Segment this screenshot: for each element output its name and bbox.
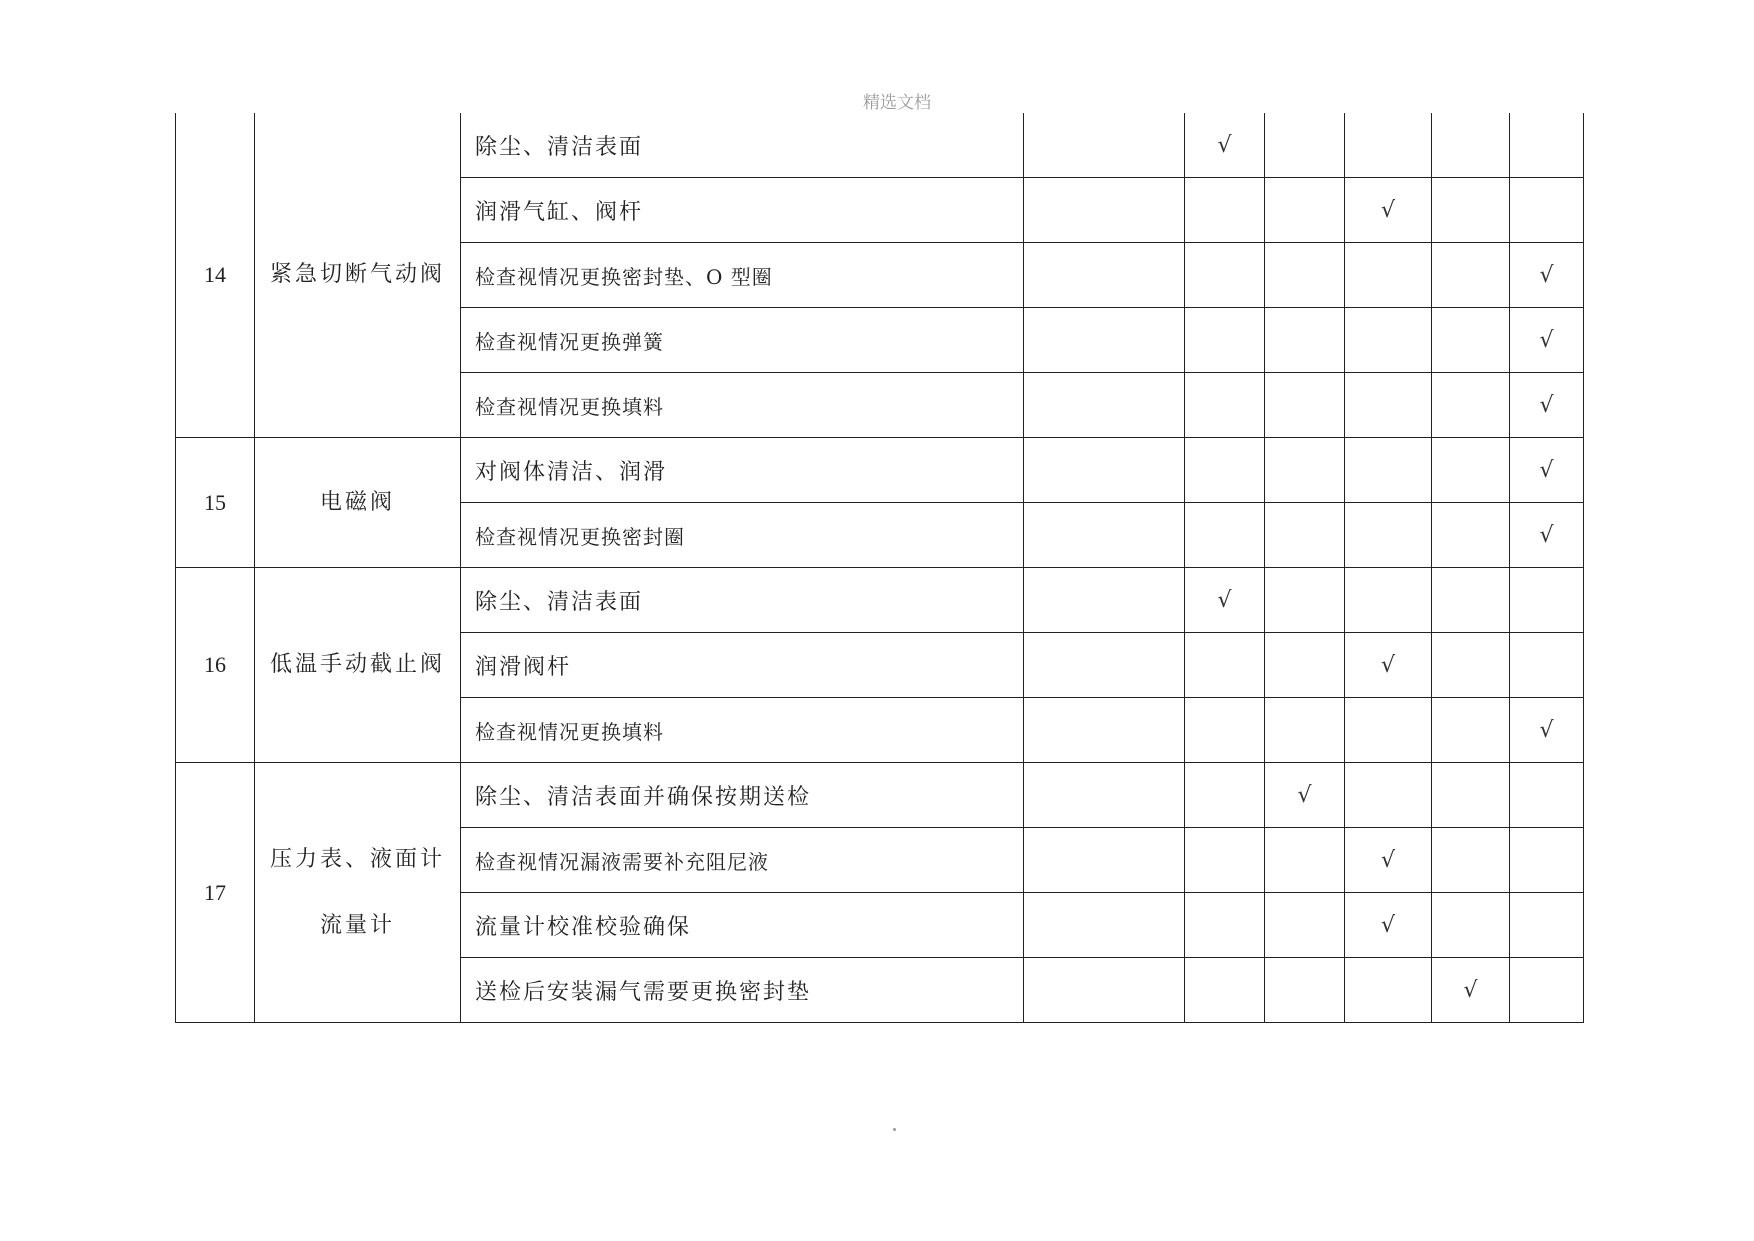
empty-cell xyxy=(1024,308,1185,373)
empty-cell xyxy=(1024,698,1185,763)
maintenance-item-cell: 送检后安装漏气需要更换密封垫 xyxy=(461,958,1024,1023)
empty-cell xyxy=(1432,373,1510,438)
check-mark-cell: √ xyxy=(1510,438,1584,503)
empty-cell xyxy=(1345,438,1432,503)
check-mark-cell: √ xyxy=(1345,893,1432,958)
check-mark-cell: √ xyxy=(1510,308,1584,373)
check-mark-cell: √ xyxy=(1510,243,1584,308)
check-mark-cell: √ xyxy=(1345,178,1432,243)
equipment-name-cell xyxy=(255,763,461,1023)
empty-cell xyxy=(1265,893,1345,958)
check-mark-cell: √ xyxy=(1510,503,1584,568)
empty-cell xyxy=(1265,503,1345,568)
maintenance-item-cell: 检查视情况更换填料 xyxy=(461,698,1024,763)
empty-cell xyxy=(1024,568,1185,633)
row-number-cell: 15 xyxy=(176,438,255,568)
page-header-watermark: 精选文档 xyxy=(863,93,931,113)
empty-cell xyxy=(1432,113,1510,178)
empty-cell xyxy=(1185,438,1265,503)
maintenance-item-cell: 检查视情况更换填料 xyxy=(461,373,1024,438)
empty-cell xyxy=(1510,568,1584,633)
maintenance-item-cell: 除尘、清洁表面并确保按期送检 xyxy=(461,763,1024,828)
empty-cell xyxy=(1510,178,1584,243)
empty-cell xyxy=(1024,828,1185,893)
empty-cell xyxy=(1265,828,1345,893)
empty-cell xyxy=(1345,568,1432,633)
empty-cell xyxy=(1432,568,1510,633)
empty-cell xyxy=(1024,503,1185,568)
empty-cell xyxy=(1345,308,1432,373)
empty-cell xyxy=(1024,373,1185,438)
empty-cell xyxy=(1432,438,1510,503)
empty-cell xyxy=(1265,373,1345,438)
check-mark-cell: √ xyxy=(1345,828,1432,893)
empty-cell xyxy=(1265,178,1345,243)
empty-cell xyxy=(1185,633,1265,698)
equipment-name-line: 紧急切断气动阀 xyxy=(269,262,445,287)
empty-cell xyxy=(1345,373,1432,438)
empty-cell xyxy=(1185,828,1265,893)
equipment-name-cell xyxy=(255,568,461,763)
empty-cell xyxy=(1024,958,1185,1023)
empty-cell xyxy=(1510,893,1584,958)
equipment-name-line: 压力表、液面计 xyxy=(269,846,445,872)
empty-cell xyxy=(1185,178,1265,243)
empty-cell xyxy=(1265,958,1345,1023)
empty-cell xyxy=(1265,438,1345,503)
equipment-name-cell xyxy=(255,113,461,438)
empty-cell xyxy=(1024,763,1185,828)
footer-dot xyxy=(893,1128,896,1131)
equipment-name-line: 电磁阀 xyxy=(319,489,395,515)
check-mark-cell: √ xyxy=(1265,763,1345,828)
empty-cell xyxy=(1024,893,1185,958)
empty-cell xyxy=(1185,373,1265,438)
equipment-name-cell xyxy=(255,438,461,568)
empty-cell xyxy=(1265,568,1345,633)
empty-cell xyxy=(1185,893,1265,958)
table-row xyxy=(176,438,1584,503)
row-number-cell: 16 xyxy=(176,568,255,763)
empty-cell xyxy=(1024,113,1185,178)
maintenance-item-cell: 检查视情况更换密封垫、O 型圈 xyxy=(461,243,1024,308)
equipment-name-line: 流量计 xyxy=(319,912,395,938)
empty-cell xyxy=(1185,698,1265,763)
empty-cell xyxy=(1024,438,1185,503)
empty-cell xyxy=(1265,633,1345,698)
empty-cell xyxy=(1432,503,1510,568)
empty-cell xyxy=(1345,958,1432,1023)
maintenance-item-cell: 润滑阀杆 xyxy=(461,633,1024,698)
empty-cell xyxy=(1185,308,1265,373)
maintenance-item-cell: 检查视情况更换弹簧 xyxy=(461,308,1024,373)
empty-cell xyxy=(1432,178,1510,243)
empty-cell xyxy=(1265,243,1345,308)
maintenance-item-cell: 润滑气缸、阀杆 xyxy=(461,178,1024,243)
maintenance-item-cell: 对阀体清洁、润滑 xyxy=(461,438,1024,503)
empty-cell xyxy=(1432,243,1510,308)
empty-cell xyxy=(1265,698,1345,763)
check-mark-cell: √ xyxy=(1510,698,1584,763)
empty-cell xyxy=(1510,763,1584,828)
empty-cell xyxy=(1185,763,1265,828)
empty-cell xyxy=(1432,828,1510,893)
empty-cell xyxy=(1432,308,1510,373)
empty-cell xyxy=(1345,763,1432,828)
equipment-name-line: 低温手动截止阀 xyxy=(269,652,445,677)
empty-cell xyxy=(1510,113,1584,178)
check-mark-cell: √ xyxy=(1185,568,1265,633)
maintenance-item-cell: 检查视情况更换密封圈 xyxy=(461,503,1024,568)
maintenance-table xyxy=(175,113,1584,1023)
row-number-cell: 14 xyxy=(176,113,255,438)
check-mark-cell: √ xyxy=(1185,113,1265,178)
check-mark-cell: √ xyxy=(1432,958,1510,1023)
empty-cell xyxy=(1432,698,1510,763)
table-row xyxy=(176,568,1584,633)
empty-cell xyxy=(1024,633,1185,698)
empty-cell xyxy=(1432,763,1510,828)
maintenance-item-cell: 检查视情况漏液需要补充阻尼液 xyxy=(461,828,1024,893)
empty-cell xyxy=(1345,698,1432,763)
empty-cell xyxy=(1185,243,1265,308)
empty-cell xyxy=(1024,178,1185,243)
maintenance-table-body xyxy=(176,113,1584,1023)
empty-cell xyxy=(1510,828,1584,893)
row-number-cell: 17 xyxy=(176,763,255,1023)
empty-cell xyxy=(1185,503,1265,568)
empty-cell xyxy=(1432,633,1510,698)
empty-cell xyxy=(1265,308,1345,373)
table-row xyxy=(176,113,1584,178)
empty-cell xyxy=(1185,958,1265,1023)
maintenance-item-cell: 流量计校准校验确保 xyxy=(461,893,1024,958)
empty-cell xyxy=(1265,113,1345,178)
check-mark-cell: √ xyxy=(1345,633,1432,698)
check-mark-cell: √ xyxy=(1510,373,1584,438)
maintenance-item-cell: 除尘、清洁表面 xyxy=(461,568,1024,633)
empty-cell xyxy=(1345,243,1432,308)
empty-cell xyxy=(1345,503,1432,568)
table-row xyxy=(176,763,1584,828)
maintenance-item-cell: 除尘、清洁表面 xyxy=(461,113,1024,178)
empty-cell xyxy=(1024,243,1185,308)
empty-cell xyxy=(1432,893,1510,958)
empty-cell xyxy=(1345,113,1432,178)
empty-cell xyxy=(1510,633,1584,698)
empty-cell xyxy=(1510,958,1584,1023)
